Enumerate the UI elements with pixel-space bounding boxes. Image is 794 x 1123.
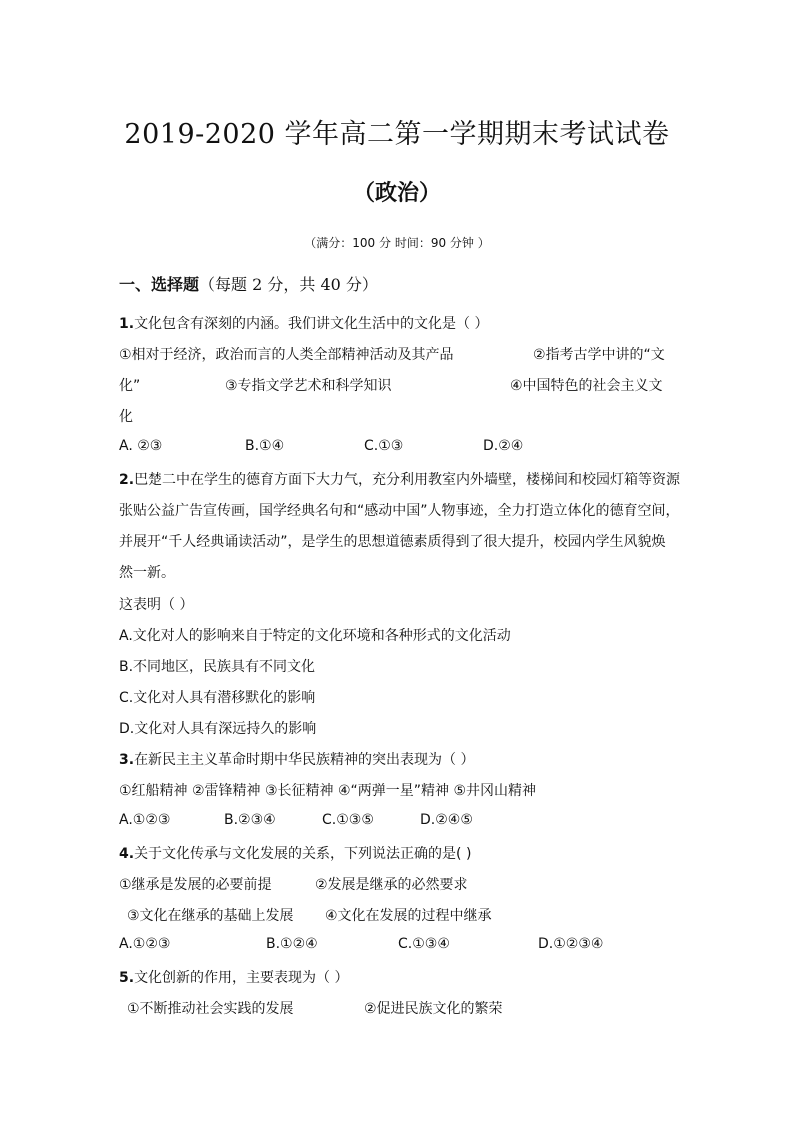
q4-option-1: ①继承是发展的必要前提 bbox=[119, 877, 272, 893]
q4-option-2: ②发展是继承的必然要求 bbox=[315, 877, 468, 893]
q4-choice-b: B.①②④ bbox=[266, 936, 318, 952]
q5-option-2: ②促进民族文化的繁荣 bbox=[364, 1001, 503, 1017]
q3-options: ①红船精神 ②雷锋精神 ③长征精神 ④“两弹一星”精神 ⑤井冈山精神 bbox=[119, 783, 537, 799]
q2-choice-a: A.文化对人的影响来自于特定的文化环境和各种形式的文化活动 bbox=[119, 628, 511, 644]
q3-choice-c: C.①③⑤ bbox=[322, 812, 374, 828]
q1-option-2-part2: 化” bbox=[119, 378, 141, 394]
question-2-line-2: 张贴公益广告宣传画，国学经典名句和“感动中国”人物事迹，全力打造立体化的德育空间， bbox=[119, 503, 680, 519]
q4-choice-c: C.①③④ bbox=[398, 936, 450, 952]
question-1-stem bbox=[119, 313, 489, 333]
question-number: 3. bbox=[119, 752, 135, 768]
question-number: 5. bbox=[119, 970, 135, 986]
question-number: 1. bbox=[119, 316, 135, 332]
q4-option-4: ④文化在发展的过程中继承 bbox=[325, 908, 492, 924]
q1-option-2-part1: ②指考古学中讲的“文 bbox=[533, 347, 665, 363]
q3-choice-d: D.②④⑤ bbox=[420, 812, 473, 828]
q1-option-4-part2: 化 bbox=[119, 409, 133, 425]
q4-option-3: ③文化在继承的基础上发展 bbox=[127, 908, 294, 924]
question-2-line-5: 这表明（ ） bbox=[119, 597, 194, 613]
q4-choice-a: A.①②③ bbox=[119, 936, 171, 952]
q2-choice-b: B.不同地区，民族具有不同文化 bbox=[119, 659, 316, 675]
question-5-stem bbox=[119, 967, 349, 987]
question-text: 巴楚二中在学生的德育方面下大力气，充分利用教室内外墙壁，楼梯间和校园灯箱等资源 bbox=[134, 472, 681, 488]
section-title: 一、选择题 bbox=[119, 275, 200, 294]
q1-option-1: ①相对于经济，政治而言的人类全部精神活动及其产品 bbox=[119, 347, 454, 363]
q1-option-4-part1: ④中国特色的社会主义文 bbox=[510, 378, 663, 394]
question-2-line-1 bbox=[119, 469, 680, 489]
question-number: 4. bbox=[119, 846, 135, 862]
question-text: 在新民主主义革命时期中华民族精神的突出表现为（ ） bbox=[134, 752, 475, 768]
q1-choice-b: B.①④ bbox=[245, 438, 285, 454]
q4-choice-d: D.①②③④ bbox=[538, 936, 604, 952]
question-text: 关于文化传承与文化发展的关系，下列说法正确的是( ) bbox=[134, 846, 472, 862]
q2-choice-d: D.文化对人具有深远持久的影响 bbox=[119, 721, 317, 737]
page-title: 2019-2020 学年高二第一学期期末考试试卷 bbox=[124, 119, 670, 150]
q3-choice-a: A.①②③ bbox=[119, 812, 171, 828]
question-4-stem bbox=[119, 843, 471, 863]
question-number: 2. bbox=[119, 472, 135, 488]
subject-subtitle: （政治） bbox=[352, 180, 441, 206]
question-3-stem bbox=[119, 749, 475, 769]
q1-choice-c: C.①③ bbox=[364, 438, 404, 454]
q3-choice-b: B.②③④ bbox=[224, 812, 276, 828]
q5-option-1: ①不断推动社会实践的发展 bbox=[127, 1001, 294, 1017]
q1-option-3: ③专指文学艺术和科学知识 bbox=[225, 378, 392, 394]
question-2-line-3: 并展开“千人经典诵读活动”，是学生的思想道德素质得到了很大提升，校园内学生风貌焕 bbox=[119, 534, 666, 550]
section-note: （每题 2 分，共 40 分） bbox=[199, 275, 378, 294]
exam-meta: （满分：100 分 时间：90 分钟 ） bbox=[304, 236, 490, 250]
question-text: 文化包含有深刻的内涵。我们讲文化生活中的文化是（ ） bbox=[134, 316, 489, 332]
q2-choice-c: C.文化对人具有潜移默化的影响 bbox=[119, 690, 316, 706]
q1-choice-a: A. ②③ bbox=[119, 438, 163, 454]
q1-choice-d: D.②④ bbox=[483, 438, 524, 454]
question-2-line-4: 然一新。 bbox=[119, 565, 175, 581]
section-heading bbox=[119, 272, 378, 295]
question-text: 文化创新的作用，主要表现为（ ） bbox=[134, 970, 349, 986]
